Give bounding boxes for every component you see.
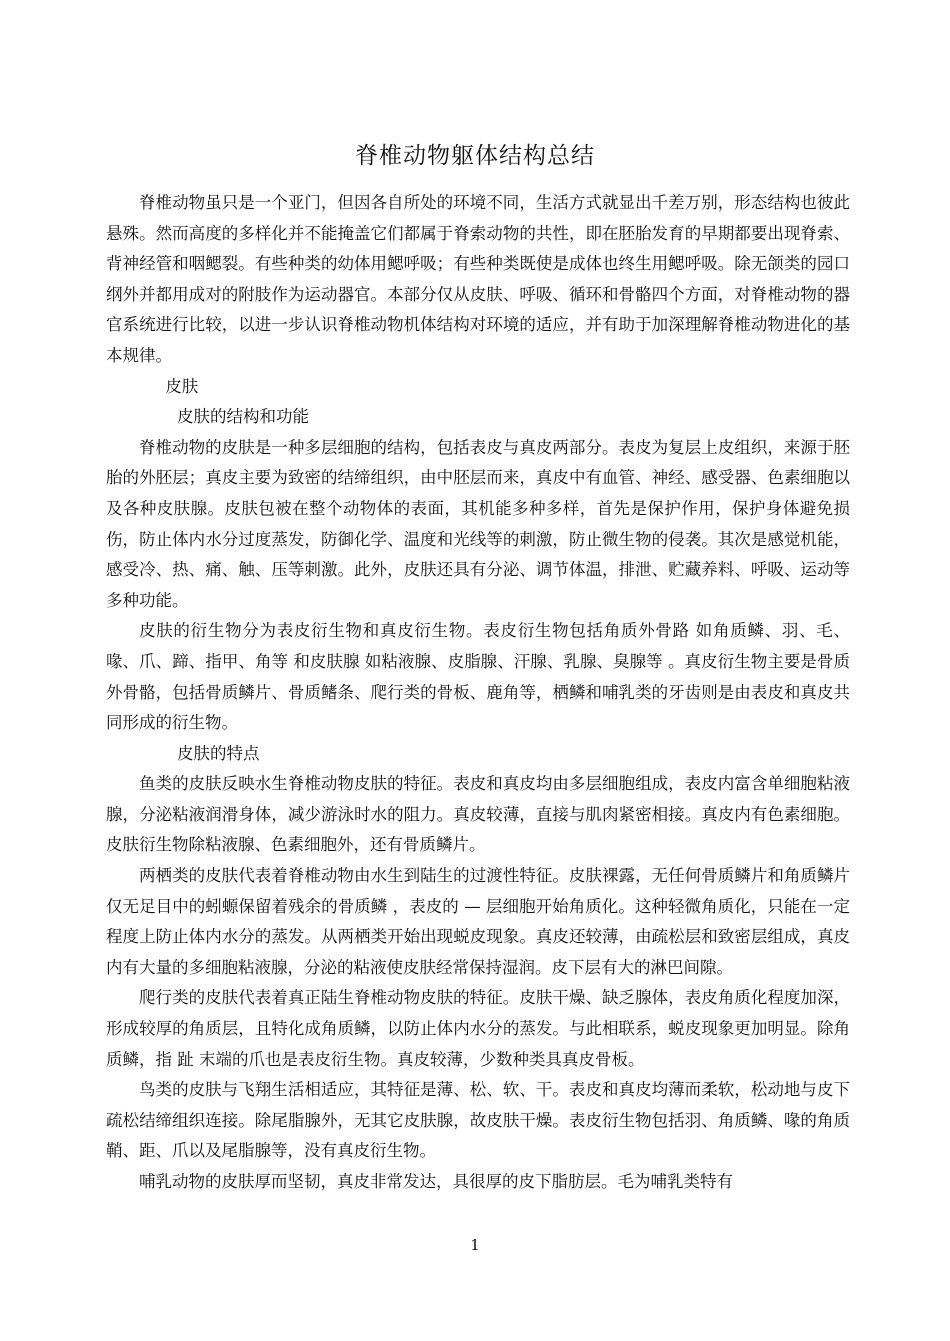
intro-paragraph: 脊椎动物虽只是一个亚门，但因各自所处的环境不同，生活方式就显出千差万别，形态结构也彼此悬殊。然而高度的多样化并不能掩盖它们都属于脊索动物的共性，即在胚胎发育的早期都要出现脊索、背神经管和咽鳃裂。有些种类的幼体用鳃呼吸；有些种类既使是成体也终生用鳃呼吸。除无颌类的园口纲外并都用成对的附肢作为运动器官。本部分仅从皮肤、呼吸、循环和骨骼四个方面，对脊椎动物的器官系统进行比较，以进一步认识脊椎动物机体结构对环境的适应，并有助于加深理解脊椎动物进化的基本规律。: [106, 193, 850, 365]
subsection-heading-characteristics: 皮肤的特点: [176, 743, 260, 763]
document-title: 脊椎动物躯体结构总结: [355, 143, 595, 169]
body-paragraph: 鱼类的皮肤反映水生脊椎动物皮肤的特征。表皮和真皮均由多层细胞组成，表皮内富含单细胞粘液腺，分泌粘液润滑身体，减少游泳时水的阻力。真皮较薄，直接与肌肉紧密相接。真皮内有色素细胞。皮肤衍生物除粘液腺、色素细胞外，还有骨质鳞片。: [106, 774, 850, 855]
body-paragraph: 爬行类的皮肤代表着真正陆生脊椎动物皮肤的特征。皮肤干燥、缺乏腺体，表皮角质化程度加深，形成较厚的角质层，且特化成角质鳞，以防止体内水分的蒸发。与此相联系，蜕皮现象更加明显。除角质鳞，指 趾 末端的爪也是表皮衍生物。真皮较薄，少数种类具真皮骨板。: [106, 988, 850, 1069]
document-body: [106, 188, 850, 1198]
body-paragraph: 鸟类的皮肤与飞翔生活相适应，其特征是薄、松、软、干。表皮和真皮均薄而柔软，松动地与皮下疏松结缔组织连接。除尾脂腺外，无其它皮肤腺，故皮肤干燥。表皮衍生物包括羽、角质鳞、喙的角质鞘、距、爪以及尾脂腺等，没有真皮衍生物。: [106, 1080, 850, 1161]
body-paragraph: 两栖类的皮肤代表着脊椎动物由水生到陆生的过渡性特征。皮肤裸露，无任何骨质鳞片和角质鳞片 仅无足目中的蚓螈保留着残余的骨质鳞 ，表皮的 — 层细胞开始角质化。这种轻微角质化，只能在一定程度上防止体内水分的蒸发。从两栖类开始出现蜕皮现象。真皮还较薄，由疏松层和致密层组成，真皮内有大量的多细胞粘液腺，分泌的粘液使皮肤经常保持湿润。皮下层有大的淋巴间隙。: [106, 866, 850, 977]
subsection-heading-structure-function: 皮肤的结构和功能: [176, 407, 309, 427]
page-number: 1: [470, 1236, 480, 1254]
body-paragraph: 脊椎动物的皮肤是一种多层细胞的结构，包括表皮与真皮两部分。表皮为复层上皮组织，来源于胚胎的外胚层；真皮主要为致密的结缔组织，由中胚层而来，真皮中有血管、神经、感受器、色素细胞以及各种皮肤腺。皮肤包被在整个动物体的表面，其机能多种多样，首先是保护作用，保护身体避免损伤，防止体内水分过度蒸发，防御化学、温度和光线等的刺激，防止微生物的侵袭。其次是感觉机能，感受冷、热、痛、触、压等刺激。此外，皮肤还具有分泌、调节体温，排泄、贮藏养料、呼吸、运动等多种功能。: [106, 437, 850, 610]
body-paragraph: 皮肤的衍生物分为表皮衍生物和真皮衍生物。表皮衍生物包括角质外骨路 如角质鳞、羽、毛、喙、爪、蹄、指甲、角等 和皮肤腺 如粘液腺、皮脂腺、汗腺、乳腺、臭腺等 。真皮衍生物主要是骨质外骨骼，包括骨质鳞片、骨质鳍条、爬行类的骨板、鹿角等，栖鳞和哺乳类的牙齿则是由表皮和真皮共同形成的衍生物。: [106, 621, 850, 733]
section-heading-skin: 皮肤: [165, 376, 199, 396]
body-paragraph: 哺乳动物的皮肤厚而坚韧，真皮非常发达，具很厚的皮下脂肪层。毛为哺乳类特有: [139, 1172, 733, 1191]
